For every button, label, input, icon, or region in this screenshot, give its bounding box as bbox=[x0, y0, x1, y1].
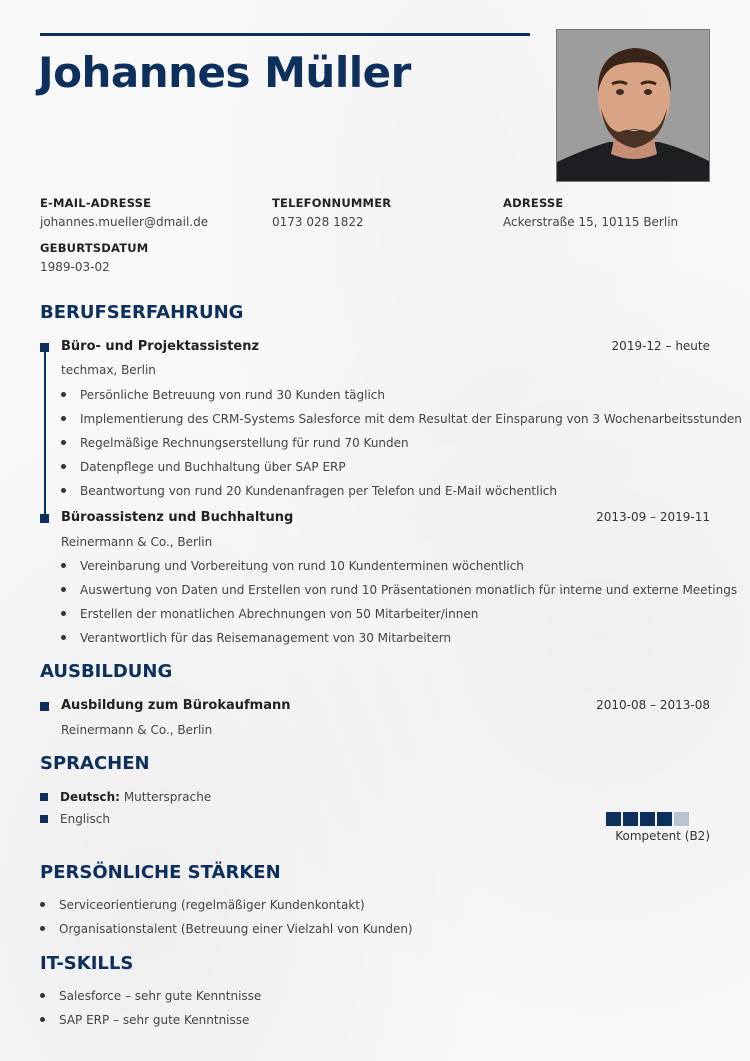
level-segment bbox=[606, 812, 621, 826]
job-date: 2019-12 – heute bbox=[611, 339, 710, 353]
bullet-icon bbox=[61, 416, 66, 421]
section-title-experience: BERUFSERFAHRUNG bbox=[40, 302, 244, 323]
bullet-icon bbox=[61, 635, 66, 640]
language-name: Deutsch: bbox=[60, 790, 120, 804]
phone-label: TELEFONNUMMER bbox=[272, 196, 392, 210]
language-name: Englisch bbox=[60, 812, 110, 826]
job-title: Büroassistenz und Buchhaltung bbox=[61, 510, 294, 525]
list-item-text: Verantwortlich für das Reisemanagement von 30 Mitarbeitern bbox=[80, 631, 452, 645]
bullet-square-icon bbox=[40, 793, 48, 801]
bullet-square-icon bbox=[40, 815, 48, 823]
bullet-icon bbox=[61, 611, 66, 616]
language-item bbox=[40, 790, 211, 804]
timeline-marker bbox=[40, 514, 49, 523]
bullet-icon bbox=[40, 902, 45, 907]
list-item bbox=[40, 989, 261, 1003]
list-item-text: Implementierung des CRM-Systems Salesforce mit dem Resultat der Einsparung von 3 Wochenarbeitsstunden bbox=[80, 412, 742, 426]
phone-block bbox=[272, 196, 391, 229]
list-item-text: Organisationstalent (Betreuung einer Vielzahl von Kunden) bbox=[59, 922, 413, 936]
email-label: E-MAIL-ADRESSE bbox=[40, 196, 152, 210]
level-segment bbox=[640, 812, 655, 826]
section-title-education: AUSBILDUNG bbox=[40, 661, 173, 682]
address-value: Ackerstraße 15, 10115 Berlin bbox=[503, 215, 679, 229]
list-item bbox=[61, 484, 557, 498]
bullet-icon bbox=[61, 440, 66, 445]
list-item bbox=[40, 922, 413, 936]
timeline-marker bbox=[40, 702, 49, 711]
job-company: Reinermann & Co., Berlin bbox=[61, 535, 213, 549]
education-date: 2010-08 – 2013-08 bbox=[596, 698, 710, 712]
bullet-icon bbox=[61, 563, 66, 568]
list-item-text: Salesforce – sehr gute Kenntnisse bbox=[59, 989, 262, 1003]
level-segment bbox=[623, 812, 638, 826]
bullet-icon bbox=[61, 488, 66, 493]
list-item bbox=[61, 607, 478, 621]
job-date: 2013-09 – 2019-11 bbox=[596, 510, 710, 524]
list-item bbox=[61, 388, 385, 402]
language-detail: Muttersprache bbox=[123, 790, 212, 804]
list-item-text: Vereinbarung und Vorbereitung von rund 10 Kundenterminen wöchentlich bbox=[80, 559, 524, 573]
level-segment bbox=[657, 812, 672, 826]
list-item bbox=[61, 460, 346, 474]
profile-photo bbox=[556, 29, 710, 182]
birthdate-value: 1989-03-02 bbox=[40, 260, 110, 274]
email-block bbox=[40, 196, 208, 229]
list-item bbox=[61, 559, 524, 573]
section-title-it-skills: IT-SKILLS bbox=[40, 953, 134, 974]
phone-value: 0173 028 1822 bbox=[272, 215, 364, 229]
birthdate-label: GEBURTSDATUM bbox=[40, 241, 149, 255]
job-title: Büro- und Projektassistenz bbox=[61, 339, 260, 354]
list-item-text: Beantwortung von rund 20 Kundenanfragen per Telefon und E-Mail wöchentlich bbox=[80, 484, 558, 498]
list-item bbox=[61, 583, 737, 597]
list-item-text: Serviceorientierung (regelmäßiger Kundenkontakt) bbox=[59, 898, 365, 912]
list-item-text: Persönliche Betreuung von rund 30 Kunden täglich bbox=[80, 388, 385, 402]
person-name: Johannes Müller bbox=[38, 48, 411, 97]
birthdate-block bbox=[40, 241, 148, 274]
education-institution: Reinermann & Co., Berlin bbox=[61, 723, 213, 737]
address-block bbox=[503, 196, 678, 229]
list-item bbox=[40, 898, 365, 912]
list-item bbox=[61, 436, 409, 450]
bullet-icon bbox=[40, 926, 45, 931]
bullet-icon bbox=[61, 464, 66, 469]
list-item-text: Erstellen der monatlichen Abrechnungen von 50 Mitarbeiter/innen bbox=[80, 607, 479, 621]
language-level-meter bbox=[606, 812, 689, 826]
address-label: ADRESSE bbox=[503, 196, 564, 210]
list-item bbox=[40, 1013, 249, 1027]
level-segment bbox=[674, 812, 689, 826]
education-title: Ausbildung zum Bürokaufmann bbox=[61, 698, 291, 713]
section-title-languages: SPRACHEN bbox=[40, 753, 150, 774]
header-rule bbox=[40, 33, 530, 36]
list-item bbox=[61, 412, 742, 426]
bullet-icon bbox=[61, 392, 66, 397]
list-item-text: Auswertung von Daten und Erstellen von rund 10 Präsentationen monatlich für interne und externe Meetings bbox=[80, 583, 738, 597]
language-item bbox=[40, 812, 110, 826]
list-item bbox=[61, 631, 451, 645]
bullet-icon bbox=[40, 1017, 45, 1022]
job-company: techmax, Berlin bbox=[61, 363, 156, 377]
timeline-line bbox=[44, 347, 46, 519]
timeline-marker bbox=[40, 343, 49, 352]
bullet-icon bbox=[40, 993, 45, 998]
section-title-strengths: PERSÖNLICHE STÄRKEN bbox=[40, 862, 281, 883]
bullet-icon bbox=[61, 587, 66, 592]
email-value: johannes.mueller@dmail.de bbox=[40, 215, 209, 229]
list-item-text: SAP ERP – sehr gute Kenntnisse bbox=[59, 1013, 250, 1027]
list-item-text: Regelmäßige Rechnungserstellung für rund 70 Kunden bbox=[80, 436, 409, 450]
language-level-label: Kompetent (B2) bbox=[615, 829, 710, 843]
list-item-text: Datenpflege und Buchhaltung über SAP ERP bbox=[80, 460, 346, 474]
